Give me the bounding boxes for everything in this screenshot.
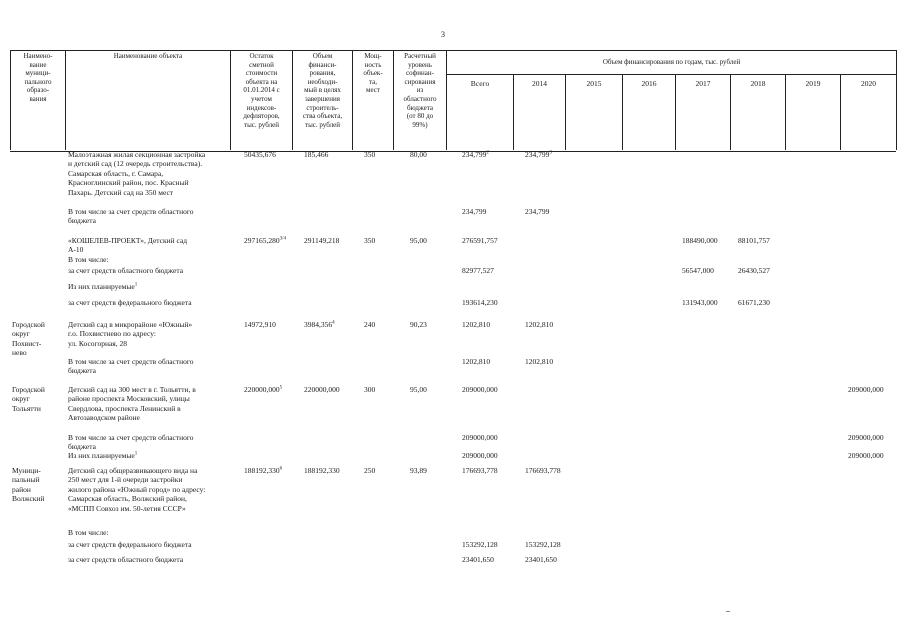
year-2014-cell: 1202,810 <box>525 357 554 366</box>
page-number: 3 <box>441 30 445 39</box>
cofinancing-cell: 80,00 <box>410 150 427 159</box>
year-2020-cell: 209000,000 <box>848 385 884 394</box>
financing-needed-cell: 220000,000 <box>304 385 340 394</box>
financing-needed-cell: 3984,356$^4$ <box>304 320 335 329</box>
total-cell: 209000,000 <box>462 385 498 394</box>
total-cell: 234,799 <box>462 207 487 216</box>
object-cell: за счет средств областного бюджета <box>68 555 184 564</box>
total-cell: 1202,810 <box>462 320 491 329</box>
year-2018-cell: 61671,230 <box>738 298 770 307</box>
object-cell: Детский сад на 300 мест в г. Тольятти, в районе проспекта Московский, улицы Свердлова, проспекта Ленинский в Автозаводском районе <box>68 385 196 423</box>
remaining-cost-cell: 220000,000$^5$ <box>244 385 283 394</box>
year-2014-cell: 153292,128 <box>525 540 561 549</box>
year-header: 2019 <box>805 79 821 88</box>
object-cell: В том числе за счет средств областного бюджета <box>68 207 194 226</box>
year-2017-cell: 56547,000 <box>682 266 714 275</box>
object-cell: Детский сад в микрорайоне «Южный» г.о. Похвистнево по адресу: ул. Косогорная, 28 <box>68 320 193 348</box>
object-cell: Из них планируемые$^1$ <box>68 282 138 291</box>
object-cell: Малоэтажная жилая секционная застройка и детский сад (12 очередь строительства). Самарская область, г. Самара, Красноглинский район, пос. Красный Пахарь. Детский сад на 350 мест <box>68 150 206 197</box>
year-2014-cell: 176693,778 <box>525 466 561 475</box>
municipality-cell: Городской округ Тольятти <box>12 385 45 413</box>
municipality-cell: Городской округ Похвист- нево <box>12 320 45 358</box>
year-2020-cell: 209000,000 <box>848 451 884 460</box>
total-cell: 176693,778 <box>462 466 498 475</box>
total-cell: 153292,128 <box>462 540 498 549</box>
capacity-cell: 350 <box>364 236 376 245</box>
year-header: Всего <box>470 79 490 88</box>
year-2018-cell: 88101,757 <box>738 236 770 245</box>
header-divider <box>65 50 66 150</box>
capacity-cell: 350 <box>364 150 376 159</box>
header-divider <box>896 50 897 150</box>
financing-needed-cell: 291149,218 <box>304 236 340 245</box>
total-cell: 82977,527 <box>462 266 494 275</box>
header-municipality: Наимено- вание муници- пального образо- вания <box>23 52 53 103</box>
year-2014-cell: 23401,650 <box>525 555 557 564</box>
remaining-cost-cell: 188192,330$^6$ <box>244 466 283 475</box>
financing-needed-cell: 185,466 <box>304 150 329 159</box>
capacity-cell: 300 <box>364 385 376 394</box>
year-2020-cell: 209000,000 <box>848 433 884 442</box>
object-cell: В том числе за счет средств областного бюджета <box>68 357 194 376</box>
header-remaining-cost: Остаток сметной стоимости объекта на 01.01.2014 с учетом индексов- дефляторов, тыс. рублей <box>243 52 280 129</box>
year-header: 2020 <box>861 79 876 88</box>
year-header: 2016 <box>641 79 657 88</box>
header-object: Наименование объекта <box>113 52 183 60</box>
header-financing-needed: Объем финанси- рования, необходи- мый в целях завершения строитель- ства объекта, тыс. рублей <box>302 52 343 129</box>
object-cell: «КОШЕЛЕВ-ПРОЕКТ», Детский сад А-10 В том числе: <box>68 236 188 264</box>
header-capacity: Мощ- ность объек- та, мест <box>363 52 383 95</box>
object-cell: Из них планируемые$^1$ <box>68 451 138 460</box>
object-cell: Детский сад общеразвивающего вида на 250 мест для 1-й очереди застройки жилого района «Южный город» по адресу: Самарская область, Волжский район, «МСПП Совхоз им. 50-летия СССР» <box>68 466 206 513</box>
year-2014-cell: 234,799$^3$ <box>525 150 552 159</box>
cofinancing-cell: 93,89 <box>410 466 427 475</box>
header-subline <box>446 74 896 75</box>
scan-mark <box>726 611 730 612</box>
object-cell: за счет средств федерального бюджета <box>68 540 192 549</box>
capacity-cell: 240 <box>364 320 376 329</box>
year-header: 2017 <box>695 79 711 88</box>
year-2014-cell: 234,799 <box>525 207 550 216</box>
remaining-cost-cell: 14972,910 <box>244 320 276 329</box>
cofinancing-cell: 95,00 <box>410 236 427 245</box>
year-header: 2014 <box>532 79 547 88</box>
year-header: 2018 <box>750 79 766 88</box>
total-cell: 193614,230 <box>462 298 498 307</box>
total-cell: 234,799$^2$ <box>462 150 489 159</box>
object-cell: за счет средств федерального бюджета <box>68 298 192 307</box>
year-2018-cell: 26430,527 <box>738 266 770 275</box>
total-cell: 276591,757 <box>462 236 498 245</box>
total-cell: 1202,810 <box>462 357 491 366</box>
financing-needed-cell: 188192,330 <box>304 466 340 475</box>
header-by-years: Объем финансирования по годам, тыс. рублей <box>602 58 741 66</box>
year-2017-cell: 131943,000 <box>682 298 718 307</box>
total-cell: 209000,000 <box>462 433 498 442</box>
municipality-cell: Муници- пальный район Волжский <box>12 466 45 504</box>
total-cell: 209000,000 <box>462 451 498 460</box>
year-2014-cell: 1202,810 <box>525 320 554 329</box>
cofinancing-cell: 95,00 <box>410 385 427 394</box>
object-cell: В том числе за счет средств областного бюджета <box>68 433 194 452</box>
capacity-cell: 250 <box>364 466 376 475</box>
header-cofinancing: Расчетный уровень софинан- сирования из областного бюджета (от 80 до 99%) <box>403 52 437 129</box>
cofinancing-cell: 90,23 <box>410 320 427 329</box>
total-cell: 23401,650 <box>462 555 494 564</box>
year-header: 2015 <box>586 79 602 88</box>
year-2017-cell: 188490,000 <box>682 236 718 245</box>
object-cell: В том числе: <box>68 528 109 537</box>
remaining-cost-cell: 50435,676 <box>244 150 276 159</box>
object-cell: за счет средств областного бюджета <box>68 266 184 275</box>
remaining-cost-cell: $297165,280^{3/4}$ <box>244 236 287 245</box>
